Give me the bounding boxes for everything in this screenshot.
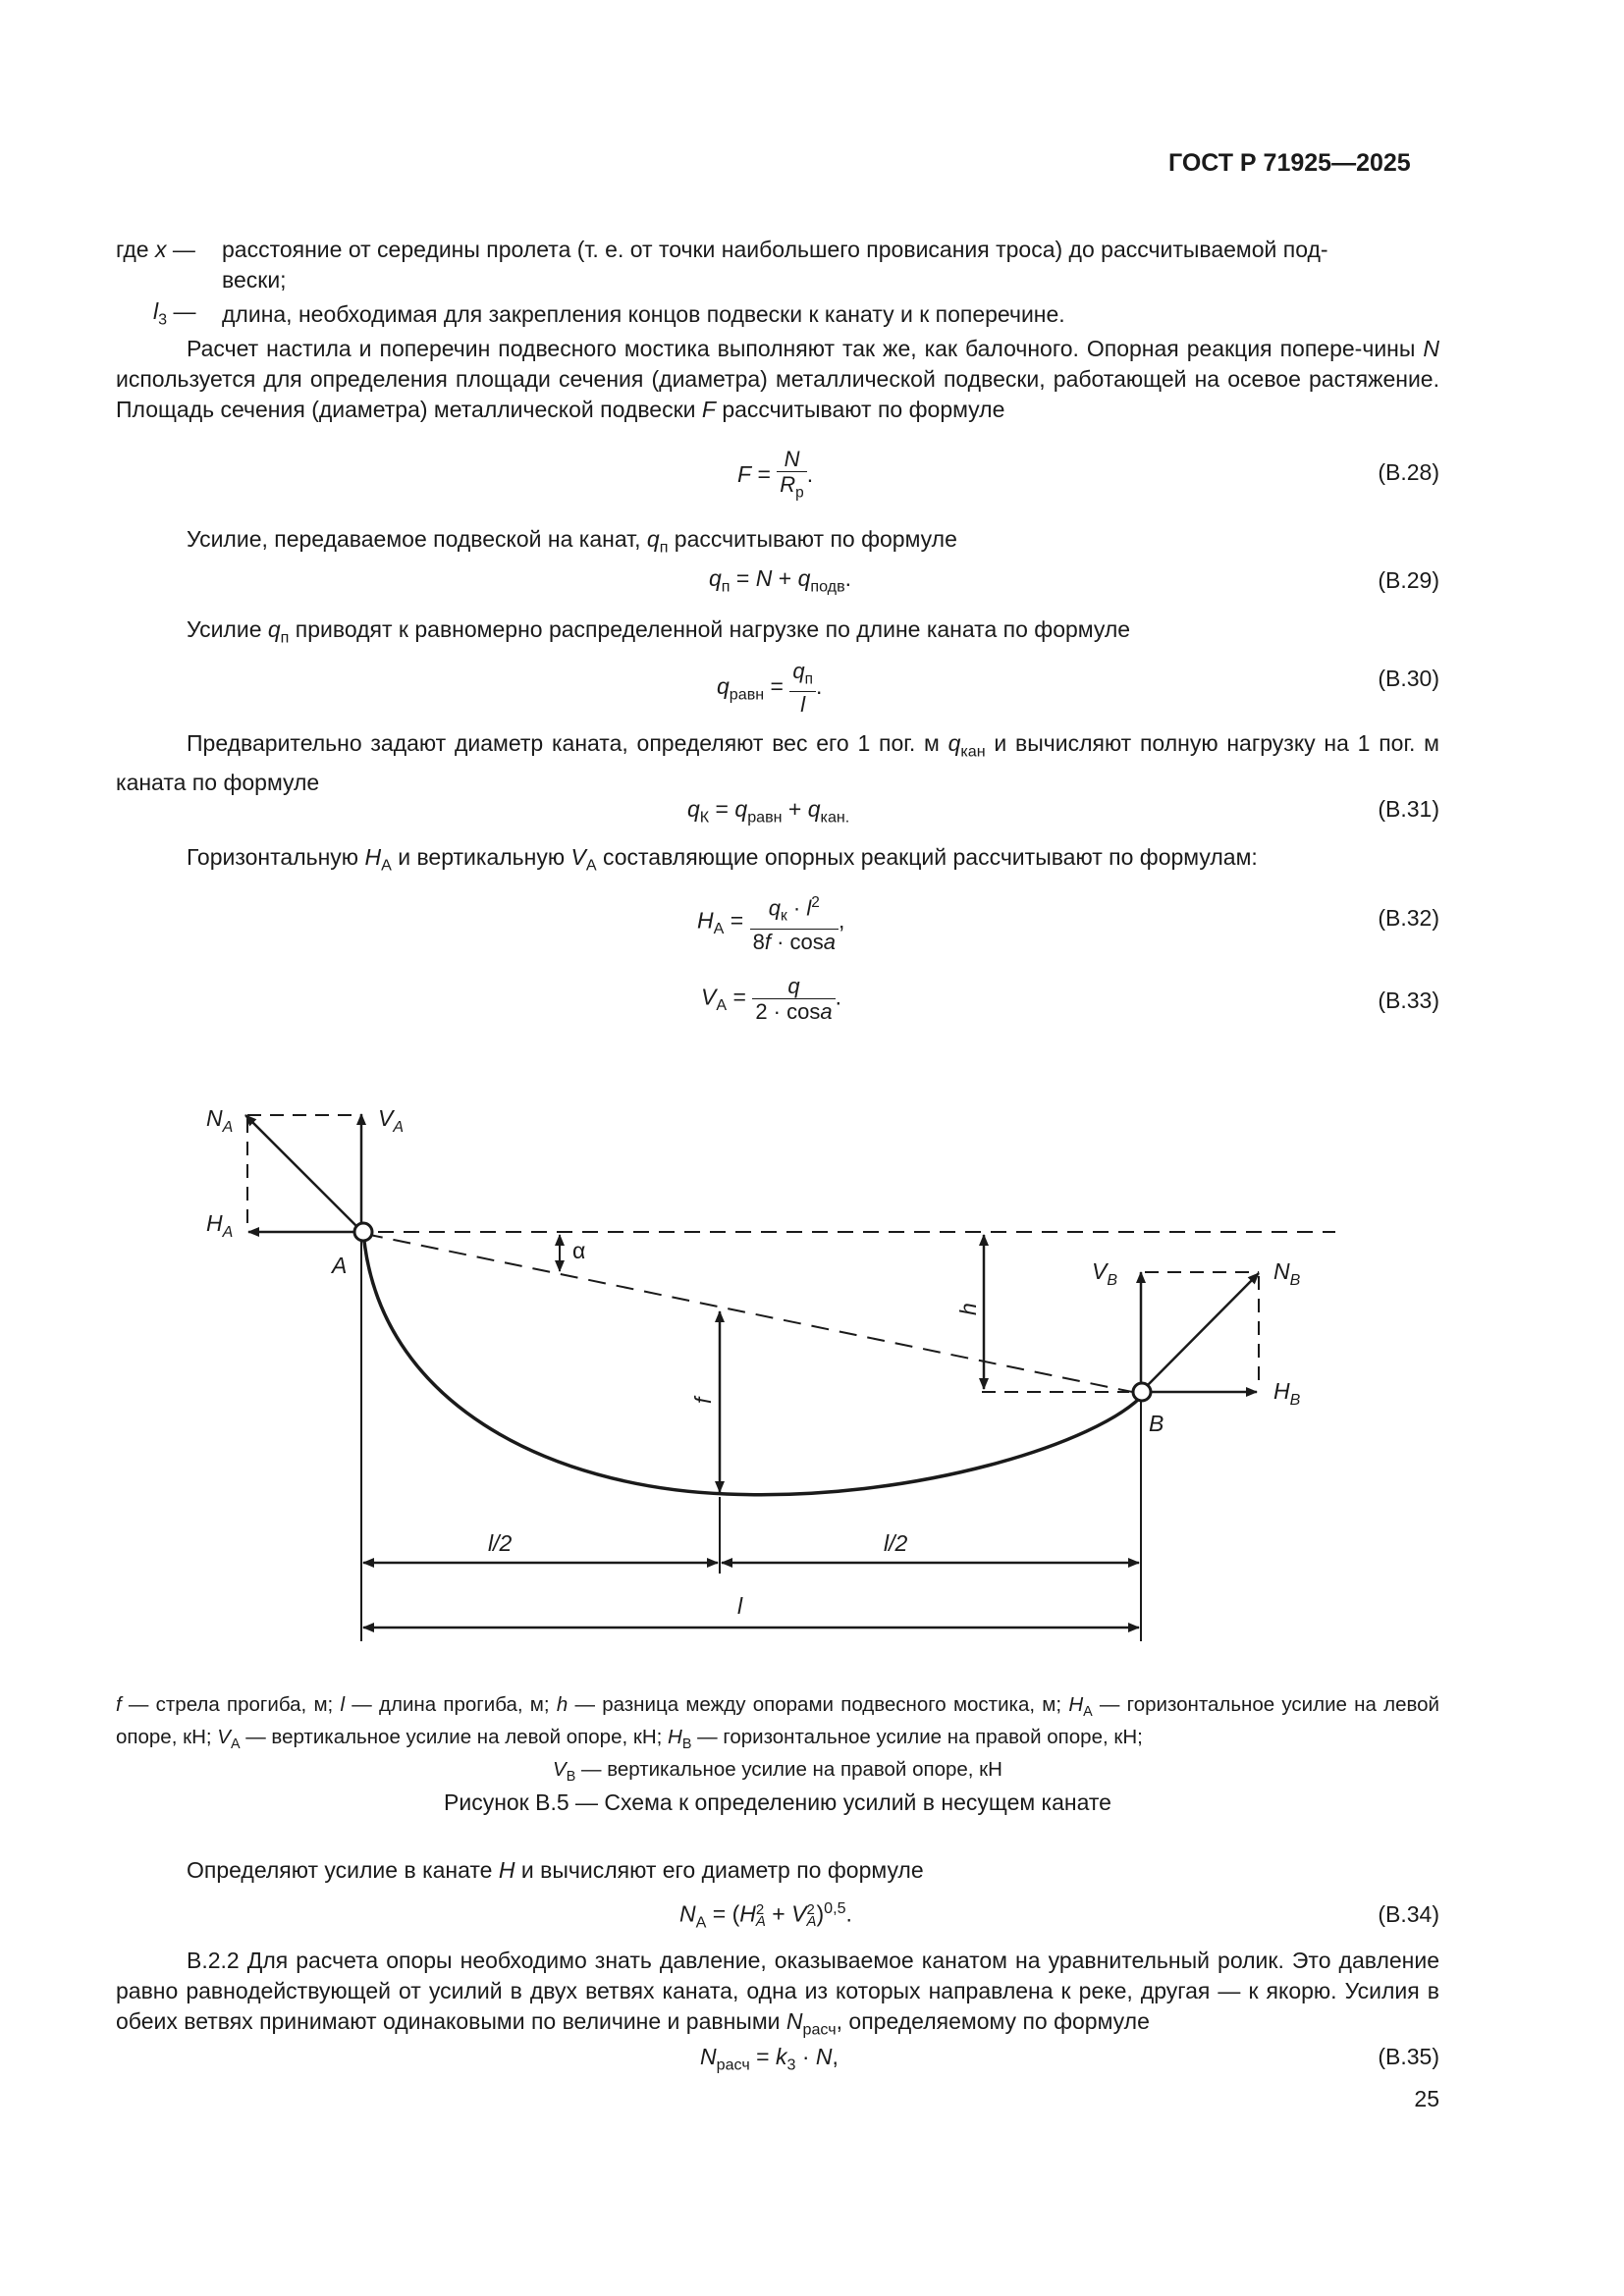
equation-number-b33: (В.33) [1378, 988, 1439, 1013]
definition-prefix: где x — [116, 237, 195, 262]
label-h: h [955, 1303, 981, 1315]
label-b: B [1149, 1411, 1164, 1436]
chord-line [365, 1234, 1137, 1393]
page-number: 25 [1414, 2086, 1439, 2111]
paragraph-3: Усилие $q_п$ приводят к равномерно распределенной нагрузке по длине каната по формуле [187, 616, 1131, 647]
document-header: ГОСТ Р 71925—2025 [1168, 149, 1411, 177]
equation-number-b31: (В.31) [1378, 796, 1439, 822]
equation-number-b32: (В.32) [1378, 905, 1439, 931]
definition-l3: длина, необходимая для закрепления концов подвески к канату и к поперечине. [222, 301, 1065, 327]
formula-b30: $q_{равн}$ = $\frac{q_п}{l}$ . [717, 659, 823, 718]
formula-b34: $N_A = (H$ 2 A + V 2 A )$^{0,5}$. [679, 1899, 852, 1932]
label-half-span-left: l/2 [488, 1530, 513, 1556]
label-full-span: l [737, 1593, 743, 1619]
equation-number-b28: (В.28) [1378, 459, 1439, 485]
paragraph-7: В.2.2 Для расчета опоры необходимо знать давление, оказываемое канатом на уравнительный ролик. Это давление равно равнодействующей от усилий в двух ветвях каната, одна из которых направлена к реке, другая — к якорю. Усилия в обеих ветвях принимают одинаковыми по величине и равными $N_{расч}$, определяемому по формуле [116, 1948, 1439, 2039]
label-na: $N_A$ [206, 1105, 234, 1136]
label-alpha: α [572, 1238, 586, 1263]
support-a [354, 1223, 372, 1241]
label-hb: $H_B$ [1273, 1378, 1301, 1409]
label-a: A [332, 1253, 348, 1278]
equation-number-b35: (В.35) [1378, 2044, 1439, 2069]
formula-b32: $H_A$ = $\frac{q_к \cdot l^2}{8f \cdot \cos a}$ , [697, 890, 844, 954]
definition-l3-symbol: $l_3$ — [153, 298, 196, 329]
formula-b28: F = $\frac{N}{R_р}$ . [737, 447, 814, 502]
label-ha: $H_A$ [206, 1210, 234, 1241]
nb-arrow [1145, 1273, 1259, 1388]
paragraph-2: Усилие, передаваемое подвеской на канат, $q_п$ рассчитывают по формуле [187, 526, 957, 557]
label-f: f [690, 1397, 716, 1404]
formula-b35: $N_{расч} = k_3 \cdot N$, [700, 2044, 839, 2074]
paragraph-4: Предварительно задают диаметр каната, определяют вес его 1 пог. м $q_{кан}$ и вычисляют полную нагрузку на 1 пог. м каната по формуле [116, 730, 1439, 795]
formula-b31: $q_К = q_{равн} + q_{кан.}$ [687, 796, 850, 827]
equation-number-b29: (В.29) [1378, 567, 1439, 593]
equation-number-b34: (В.34) [1378, 1901, 1439, 1927]
formula-b29: $q_п = N + q_{подв}$. [709, 565, 852, 596]
label-vb: $V_B$ [1092, 1258, 1118, 1289]
label-nb: $N_B$ [1273, 1258, 1301, 1289]
support-b [1133, 1383, 1151, 1401]
paragraph-1: Расчет настила и поперечин подвесного мостика выполняют так же, как балочного. Опорная реакция попере-чины N используется для определения площади сечения (диаметра) металлической подвески, работающей на осевое растяжение. Площадь сечения (диаметра) металлической подвески F рассчитывают по формуле [116, 336, 1439, 422]
definition-x: расстояние от середины пролета (т. е. от точки наибольшего провисания троса) до рассчитываемой под- вески; [222, 237, 1328, 293]
equation-number-b30: (В.30) [1378, 666, 1439, 691]
cable-curve [363, 1232, 1144, 1495]
na-arrow [245, 1115, 359, 1229]
paragraph-5: Горизонтальную $H_A$ и вертикальную $V_A$ составляющие опорных реакций рассчитывают по формулам: [187, 844, 1258, 875]
figure-caption: Рисунок В.5 — Схема к определению усилий в несущем канате [444, 1789, 1111, 1815]
label-va: $V_A$ [378, 1105, 405, 1136]
paragraph-6: Определяют усилие в канате H и вычисляют его диаметр по формуле [187, 1857, 924, 1883]
formula-b33: $V_A$ = $\frac{q}{2 \cdot \cos a}$ . [701, 974, 841, 1024]
label-half-span-right: l/2 [884, 1530, 908, 1556]
figure-legend: f — стрела прогиба, м; l — длина прогиба, м; h — разница между опорами подвесного мостика, м; $H_A$ — горизонтальное усилие на левой опоре, кН; $V_A$ — вертикальное усилие на левой опоре, кН; $H_В$ — горизонтальное усилие на правой опоре, кН; $V_В$ — вертикальное усилие на правой опоре, кН [116, 1693, 1440, 1786]
